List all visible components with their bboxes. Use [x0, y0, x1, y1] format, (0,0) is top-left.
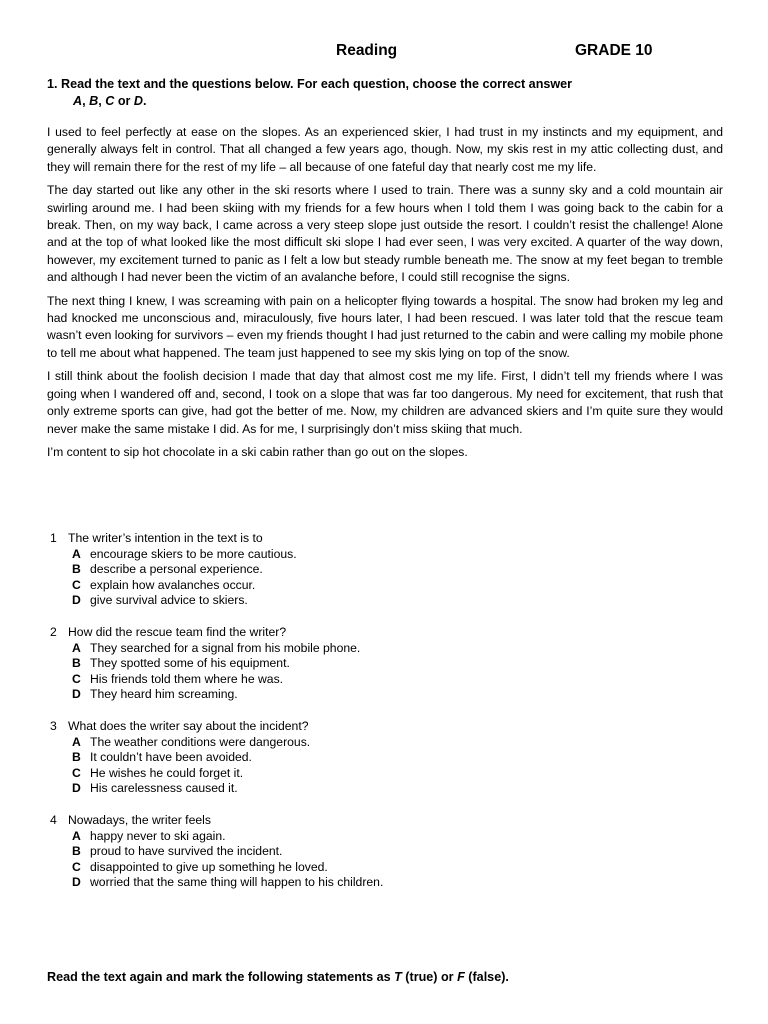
option-text: happy never to ski again. [90, 828, 226, 843]
page-header [0, 42, 768, 64]
option-d-label: D [133, 93, 144, 108]
option-text: They searched for a signal from his mobile phone. [90, 640, 361, 655]
question-number: 4 [50, 812, 57, 827]
option-letter: B [72, 844, 81, 859]
separator: or [114, 93, 134, 108]
instruction-text: Read the text again and mark the following statements as [47, 970, 395, 984]
passage-paragraph: I’m content to sip hot chocolate in a ski cabin rather than go out on the slopes. [47, 444, 468, 459]
instruction-text: (true) or [401, 970, 458, 984]
answer-option [72, 844, 670, 860]
answer-option [72, 641, 670, 657]
option-letter: C [72, 765, 81, 780]
passage-paragraph: The day started out like any other in the ski resorts where I used to train. There was a sunny sky and a cold mountain air swirling around me. I had been skiing with my friends for a few hours when I told them I was going back to the cabin for a break. Then, on my way back, I came across a very steep slope just outside the resort. I couldn’t resist the challenge! Alone and at the top of what looked like the most difficult ski slope I had ever seen, I was very excited. A quarter of the way down, however, my excitement turned to panic as I felt a low but steady rumble beneath me. The snow at my feet began to tremble and although I had never been the victim of an avalanche before, I could still recognise the signs. [47, 183, 723, 285]
option-letter: A [72, 640, 81, 655]
separator: . [143, 93, 147, 108]
option-letter: D [72, 875, 81, 890]
passage-paragraph: I used to feel perfectly at ease on the slopes. As an experienced skier, I had trust in my instincts and my equipment, and generally always felt in control. That all changed a few years ago, though. Now, my skis rest in my attic collecting dust, and they will remain there for the rest of my life – all because of one fateful day that nearly cost me my life. [47, 125, 723, 174]
option-text: They heard him screaming. [90, 687, 238, 702]
option-text: They spotted some of his equipment. [90, 656, 290, 671]
option-text: It couldn’t have been avoided. [90, 750, 252, 765]
question-text: The writer’s intention in the text is to [68, 531, 263, 545]
question-number: 2 [50, 624, 57, 639]
answer-option [72, 829, 670, 845]
true-letter: T [394, 970, 402, 984]
answer-option [72, 562, 670, 578]
option-text: proud to have survived the incident. [90, 844, 283, 859]
false-letter: F [457, 970, 465, 984]
option-text: encourage skiers to be more cautious. [90, 546, 297, 561]
option-letter: A [72, 828, 81, 843]
answer-option [72, 547, 670, 563]
answer-option [72, 672, 670, 688]
option-text: give survival advice to skiers. [90, 593, 248, 608]
option-letter: C [72, 577, 81, 592]
passage-paragraph: I still think about the foolish decision I made that day that almost cost me my life. First, I didn’t tell my friends where I was going when I wandered off and, second, I took on a slope that was far too dangerous. My need for excitement, that rush that only extreme sports can give, had got the better of me. Now, my children are advanced skiers and I’m quite sure they would never make the same mistake I did. As for me, I surprisingly don’t miss skiing that much. [47, 369, 723, 436]
option-letter: D [72, 687, 81, 702]
option-text: worried that the same thing will happen to his children. [90, 875, 384, 890]
question-item [50, 719, 670, 797]
option-text: His friends told them where he was. [90, 671, 284, 686]
option-b-label: B [89, 93, 99, 108]
answer-option [72, 593, 670, 609]
option-a-label: A [73, 93, 83, 108]
question-item [50, 813, 670, 891]
question-stem [50, 719, 670, 735]
question-text: How did the rescue team find the writer? [68, 624, 287, 639]
answer-option [72, 860, 670, 876]
question-text: Nowadays, the writer feels [68, 812, 211, 827]
option-text: The weather conditions were dangerous. [90, 734, 311, 749]
passage-paragraph: The next thing I knew, I was screaming with pain on a helicopter flying towards a hospital. The snow had broken my leg and had knocked me unconscious and, miraculously, five hours later, I had been rescued. I was later told that the rescue team wasn’t even looking for survivors – even my friends thought I had just returned to the cabin and were calling my mobile phone to tell me about what happened. The team just happened to see my skis lying on top of the snow. [47, 293, 723, 360]
question-item [50, 625, 670, 703]
question-text: What does the writer say about the incident? [68, 718, 309, 733]
question-stem [50, 813, 670, 829]
answer-option [72, 781, 670, 797]
option-text: He wishes he could forget it. [90, 765, 244, 780]
option-text: His carelessness caused it. [90, 781, 238, 796]
option-text: disappointed to give up something he loved. [90, 859, 328, 874]
option-text: describe a personal experience. [90, 562, 263, 577]
question-item [50, 531, 670, 609]
option-c-label: C [105, 93, 115, 108]
answer-option [72, 750, 670, 766]
answer-option [72, 656, 670, 672]
option-letter: A [72, 546, 81, 561]
separator: , [98, 93, 106, 108]
question-options [50, 641, 670, 703]
question-options [50, 829, 670, 891]
subject-title: Reading [336, 42, 398, 59]
instruction-line: 1. Read the text and the questions below. For each question, choose the correct answer [47, 77, 573, 91]
question-options [50, 735, 670, 797]
option-letter: B [72, 562, 81, 577]
option-letter: D [72, 781, 81, 796]
grade-label: GRADE 10 [575, 42, 653, 59]
answer-option [72, 875, 670, 891]
answer-option [72, 766, 670, 782]
question-options [50, 547, 670, 609]
question-list [50, 531, 670, 907]
question-number: 1 [50, 531, 57, 545]
option-letter: C [72, 671, 81, 686]
option-letter: C [72, 859, 81, 874]
true-false-instruction [47, 970, 747, 984]
question-number: 3 [50, 718, 57, 733]
task-instruction [47, 76, 727, 109]
instruction-options [47, 93, 727, 110]
option-letter: D [72, 593, 81, 608]
answer-option [72, 687, 670, 703]
option-letter: B [72, 750, 81, 765]
option-letter: A [72, 734, 81, 749]
answer-option [72, 578, 670, 594]
answer-option [72, 735, 670, 751]
reading-passage [47, 124, 723, 467]
option-text: explain how avalanches occur. [90, 577, 256, 592]
option-letter: B [72, 656, 81, 671]
separator: , [82, 93, 90, 108]
question-stem [50, 531, 670, 547]
question-stem [50, 625, 670, 641]
instruction-text: (false). [464, 970, 509, 984]
